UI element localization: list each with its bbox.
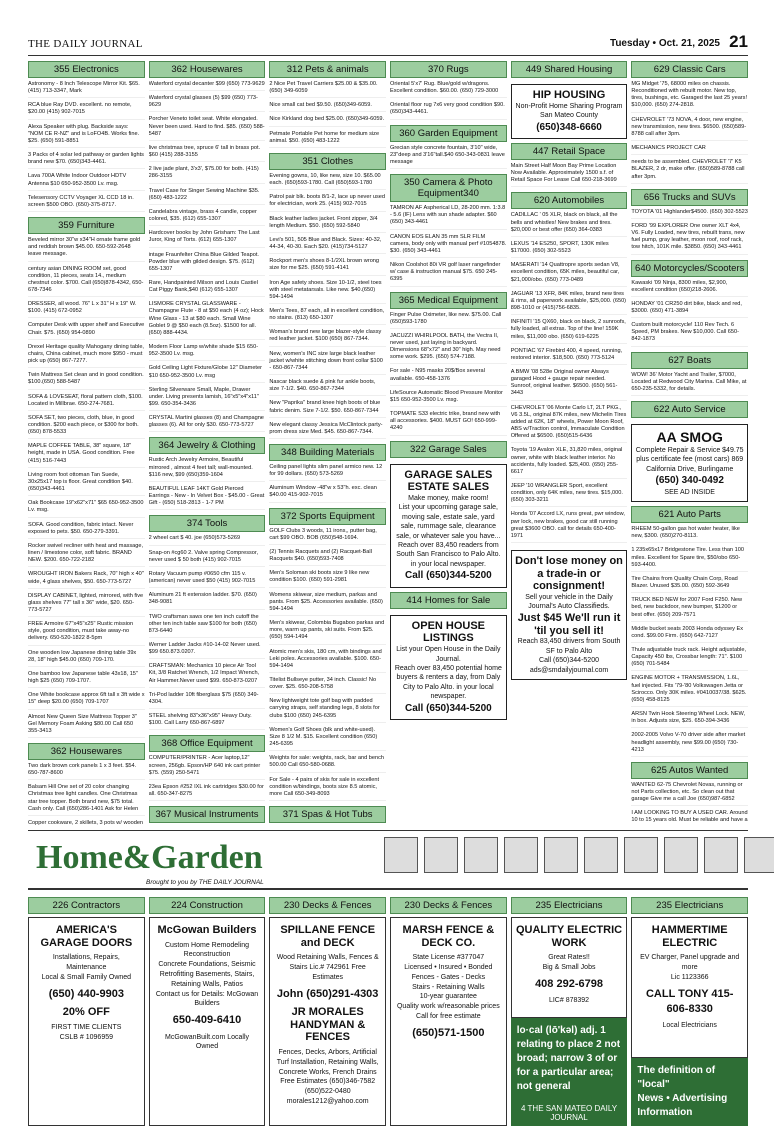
business-name: AMERICA'S GARAGE DOORS [40,924,133,949]
auto-ad-body: Sell your vehicle in the Daily Journal's Auto Classifieds. [525,594,613,611]
smog-phone: (650) 340-0492 [655,475,724,487]
classified-ad: Rotary Vacuum pump #0650 cfm 115 v. (american) never used $50 (415) 902-7015 [149,571,266,588]
ad-line: Big & Small Jobs [542,964,596,972]
directory-header: 226 Contractors [28,897,145,914]
classified-ad: Women's Golf Shoes (blk and white-used). Size 8 1/2 M. $15. Excellent condition (650) 245-6395 [269,727,386,751]
classified-column [390,60,507,825]
auto-ad-price: Just $45 We'll run it 'til you sell it! [517,611,621,637]
bulb-icon [704,837,738,873]
paper-name: THE DAILY JOURNAL [28,38,143,50]
classified-ad: Men's skiwear, Colombia Bugaboo parkas and more, warm up pants, ski suits. From $25. (650) 594-1494 [269,620,386,644]
classified-ad: Nascar black suede & pink fur ankle boots, size 7-1/2. $40. 650-867-7344 [269,379,386,396]
section-header: 640 Motorcycles/Scooters [631,260,748,277]
hip-sub: Non-Profit Home Sharing Program [515,102,623,110]
classified-ad: 2 Nice Pet Travel Carriers $25.00 & $35.00.(650) 349-6059 [269,81,386,98]
classified-ad: Honda '07 Accord LX, runs great, pwr window, pwr lock, new brakes, good car still running great $3600 OBO. call for details 650-400-1971 [511,511,628,543]
directory-ad [631,917,748,1058]
classified-ad: SOFA SET, two pieces, cloth, blue, in good condition. $200 each piece, or $300 for both. (650) 878-5533 [28,415,145,439]
classified-ad: CHEVROLET '06 Monte Carlo LT, 2LT PKG., V6 3.5L, original 87K miles, new Michelin Tires added at 62K, 18" wheels, Power Moon Roof, ABS w/Traction control, Immaculate Condition Offered at $6500. (650)515-6436 [511,405,628,444]
open-house-body: List your Open House in the Daily Journal. [396,646,501,663]
classified-ad: LISMORE CRYSTAL GLASSWARE - Champagne Flute - 8 at $50 each (4 oz); Hock Wine Glass - 13 at $80 each. Small Wine Goblet 9 @ $50 each (8.5oz). $1500 for all. (650) 888-4434. [149,301,266,340]
smog-title: AA SMOG [656,429,723,446]
business-name: QUALITY ELECTRIC WORK [515,924,623,949]
directory-column [511,896,628,1126]
trade-icons [384,837,774,873]
directory-column [28,896,145,1126]
classified-ad: Tri-Pod ladder 10ft fiberglass $75 (650) 349-4304. [149,692,266,709]
classified-ad: Twin Mattress Set clean and in good condition. $100.(650) 588-5487 [28,372,145,389]
classified-ad: Drexel Heritage quality Mahogany dining table, chairs, China cabinet, much more $950 - must pick up (650) 867-7277. [28,344,145,368]
directory-ad [511,917,628,1018]
classified-ad: Hardcover books by John Grisham: The Last Juror, King of Torts. (612) 655-1307 [149,230,266,247]
classified-ad: A BMW '08 528e Original owner Always garaged Hood + gauge repair needed. Sunroof, original leather. $6500. (650) 561-3443 [511,369,628,401]
classified-ad: Alexa Speaker with plug. Backside says: "NOM CE R-NZ" and is LoFO4B. Works fine. $25. (650) 591-8851 [28,124,145,148]
classified-ad: I AM LOOKING TO BUY A USED CAR. Around 10 to 15 years old. Must be reliable and have a [631,810,748,825]
classified-ad: Astronomy - 8 Inch Telescope Mirror Kit. $65. (415) 713-3347, Mark [28,81,145,98]
ad-line: Concrete Foundations, Seismic Retrofitting Basements, Stairs, Retaining Walls, Patios [158,961,256,988]
classified-ad: Living room foot ottoman Tan Suede, 30x25x17 top is floor. Great condition $40. (650)343-4461 [28,472,145,496]
ad-line: Installations, Repairs, Maintenance [52,954,120,972]
directory-column [269,896,386,1126]
classified-ad: Ceiling panel lights slim panel armico new. 12 for 99 dollars. (650) 573-5269 [269,464,386,481]
ad-line: State License #377047 [412,954,485,962]
home-garden-tagline: Brought to you by THE DAILY JOURNAL [146,879,264,886]
classified-ad: Weights for sale: weights, rack, bar and bench 500.00 Call 650-580-0688. [269,755,386,772]
directory-ad [269,917,386,1126]
classified-ad: JEEP '10 WRANGLER Sport, excellent condition, only 64K miles, new tires. $15,000. (650) 303-3211 [511,483,628,507]
ad-line: Quality work w/reasonable prices [396,1003,500,1011]
section-header: 364 Jewelry & Clothing [149,437,266,454]
business-name: MARSH FENCE & DECK CO. [402,924,495,949]
section-header: 312 Pets & animals [269,61,386,78]
classified-ad: New, women's INC size large black leather jacket w/white stitching down front collar $100 - 650-867-7344 [269,351,386,375]
classified-ad: (2) Tennis Racquets and (2) Racquet-Ball Racquets $40. (650)593-7408 [269,549,386,566]
classified-ad: Copper cookware, 2 skillets, 3 pots w/ wooden [28,820,145,825]
business-phone: (650)571-1500 [412,1026,485,1039]
classified-ad: Kawaski '09 Ninja, 8300 miles, $2,900, excellent condition (650)218-2606. [631,280,748,297]
auto-ad-reach: Reach 83,450 drivers from South SF to Palo Alto [517,638,621,655]
classified-ad: Custom built motorcycle! 110 Rev Tech. 6 Speed, PM brakes. New $10,000. Call 650-842-1873 [631,322,748,346]
classified-ad: LifeSource Automatic Blood Pressure Monitor $15 650-952-3500 Lv. msg. [390,390,507,407]
business-phone: (650) 440-9903 [48,987,124,1000]
classified-ad: Travel Case for Singer Sewing Machine $35. (650) 483-1222 [149,188,266,205]
classified-ad: Black leather ladies jacket. Front zipper, 3/4 length Medium. $50. (650) 592-5840 [269,216,386,233]
classified-ad: One White bookcase approx 6ft tall x 3ft wide x 15" deep $20.00 (650) 709-1707 [28,692,145,709]
hip-title: HIP HOUSING [532,89,606,101]
license: Local Electricians [662,1022,717,1030]
open-house-phone: Call (650)344-5200 [404,702,492,714]
classifieds-grid [28,60,748,825]
classified-ad: JACUZZI WHIRLPOOL BATH, the Vectra II, never used, just laying in backyard. Dimensions 68"x72" and 30" high. May need some work. $295. (650) 574-7188. [390,333,507,365]
classified-ad: 2002-2005 Volvo V-70 driver side after market headlight assembly, new $99.00 (650) 730-4213 [631,732,748,756]
plant-icon [744,837,774,873]
classified-ad: TRUCK BED NEW for 2007 Ford F250. New bed, new backdoor, new bumper, $1200 or best offer. (650) 209-7571 [631,597,748,621]
business-phone: 408 292-6798 [535,977,603,990]
classified-ad: TOYOTA '01 Highlander$4500. (650) 302-5523 [631,209,748,219]
ad-line: Call for free estimate [416,1013,481,1021]
directory-ad [149,917,266,1126]
classified-ad: Grecian style concrete fountain, 3'10" wide, 23"deep and 3'16"tall.$40 650-343-0831 leave message [390,145,507,169]
classified-ad: Woman's brand new large blazer-style classy red leather jacket. $100 (650) 867-7344. [269,329,386,346]
ad-line: Wood Retaining Walls, Fences & Stairs Lic.# 742961 Free Estimates [276,954,379,981]
classified-ad: CANON EOS ELAN 35 mm SLR FILM camera, body only with manual perf #1054878. $30. (650) 343-4461 [390,234,507,258]
classified-ad: One wooden low Japanese dining table 39x 28, 18" high $45.00 (650) 709-170. [28,650,145,667]
garage-ad-body: List your upcoming garage sale, moving sale, estate sale, yard sale, rummage sale, clearance sale, or whatever sale you have... [396,504,501,540]
classified-ad: Iron Age safety shoes. Size 10-1/2, steel toes with steel metatarsals. Like new. $40.(650) 594-1494 [269,280,386,304]
classified-ad: Beveled mirror 30"w x34"H ornate frame gold and reddish brown $45.00. 650-592-2648 leave message. [28,237,145,261]
classified-ad: Gold Ceiling Light Fixture/Globe 12" Diameter $10 650-952-3500 Lv. msg [149,365,266,382]
hip-housing-ad [511,84,628,139]
classified-ad: FREE Armoire 67"x45"x25" Rustic mission style, good condition, must take away-no delivery. 650-520-1822 8-5pm [28,621,145,645]
classified-ad: CADILLAC ' 05 XLR, black on black, all the bells and whistles! New brakes and tires. $20,000 or best offer (650) 364-0383 [511,212,628,236]
classified-ad: Atomic men's skis, 180 cm, with bindings and Leki poles. Accessories available. $100. 650-594-1494 [269,649,386,673]
license: McGowanBuilt.com Locally Owned [164,1033,250,1051]
section-header: 374 Tools [149,515,266,532]
classified-ad: MAPLE COFFEE TABLE, 38" square, 18" height, made in USA. Good condition. Free (415) 516-7443 [28,443,145,467]
directory-column [149,896,266,1126]
ad-line: Custom Home Remodeling Reconstruction [164,941,250,959]
directory-header: 230 Decks & Fences [269,897,386,914]
business-name: SPILLANE FENCE and DECK [280,924,376,949]
paint-roller-icon [464,837,498,873]
classified-ad: Rocker swivel recliner with heat and massage, linen / limestone color, soft fabric. BRAND NEW. $200. 650-722-2182 [28,543,145,567]
auto-ad-phone: Call (650)344-5200 ads@smdailyjournal.com [529,657,609,674]
business-phone: John (650)291-4303 [276,987,379,1000]
classified-ad: DISPLAY CABINET, lighted, mirrored, with five glass shelves 77" tall x 36" wide, $20. 650-773-5727 [28,593,145,617]
classified-ad: Rustic Arch Jewelry Armoire, Beautiful mirrored , almost 4 feet tall; wall-mounted. $116 new, $99 (650)359-1604 [149,457,266,481]
classified-ad: 2 wheel cart $ 40. joe (650)573-5269 [149,535,266,545]
promo-sub: FIRST TIME CLIENTS [51,1023,122,1031]
definition-box [631,1058,748,1126]
home-garden-logo: Home&Garden [36,839,263,876]
masthead [28,34,748,56]
smog-link[interactable]: SEE AD INSIDE [664,488,715,496]
house-icon [544,837,578,873]
classified-ad: DRESSER, all wood. 76" L x 31" H x 19" W. $100. (415) 672-0952 [28,301,145,318]
section-header: 372 Sports Equipment [269,508,386,525]
classified-column [28,60,145,825]
section-header: 322 Garage Sales [390,441,507,458]
classified-ad: Petmate Portable Pet home for medium size animal. $50. (650) 483-1222 [269,131,386,148]
classified-ad: WROUGHT IRON Bakers Rack, 70" high x 40" wide, 4 glass shelves, $50. 650-773-5727 [28,571,145,588]
classified-ad: Main Street Half Moon Bay Prime Location Now Available. Approximately 1500 s.f. of Retail Space For Lease Call 650-218-3699 [511,163,628,187]
directory-header: 235 Electricians [511,897,628,914]
section-header: 365 Medical Equipment [390,292,507,309]
aa-smog-ad [631,424,748,502]
classified-ad: 2 live jade plant, 3'x3', $75.00 for both. (415) 286-3155 [149,166,266,183]
section-header: 629 Classic Cars [631,61,748,78]
classified-ad: Sterling Silverware Small, Maple, Drawer under. Living presents lamish, 16"x5"x4"x11" $99. 650-354-3436 [149,387,266,411]
classified-ad: Modern Floor Lamp w/white shade $15 650-952-3500 Lv. msg. [149,344,266,361]
classified-ad: RHEEM 50-gallon gas hot water heater, like new, $300. (650)270-8113. [631,526,748,543]
classified-ad: needs to be assembled. CHEVROLET '7' K5 BLAZER, 2 dr, make offer. (650)589-8788 call after 3pm. [631,159,748,183]
ad-line: EV Charger, Panel upgrade and more [640,954,740,972]
classified-ad: live christmas tree, spruce 6' tall in brass pot. $60 (415) 288-3155 [149,145,266,162]
faucet-icon [504,837,538,873]
directory-column [631,896,748,1126]
def-title: The definition of "local" [637,1065,716,1090]
classified-ad: Two dark brown cork panels 1 x 3 feet. $54. 650-787-8600 [28,763,145,780]
classified-ad: Finger Pulse Oximeter, like new. $75.00. Call (650)593-1780 [390,312,507,329]
classified-ad: For sale - N95 masks 20$/Box several available. 650-458-1376 [390,368,507,385]
section-header: 350 Camera & Photo Equipment340 [390,174,507,202]
classified-ad: Werner Ladder Jacks #10-14-02 Never used. $99 650.873.0207. [149,642,266,659]
classified-ad: Levi's 501, 505 Blue and Black. Sizes: 40-32, 44-34, 40-30. Each $20. (415)734-5127 [269,237,386,254]
ad-line: Lic 1123366 [670,973,709,981]
classified-ad: CRAFTSMAN: Mechanics 10 piece Air Tool Kit, 3/8 Ratchet Wrench, 1/2 Impact Wrench, Air Hammer.Never used $99. 650-873-0207 [149,663,266,687]
section-header: 359 Furniture [28,217,145,234]
classified-ad: Computer Desk with upper shelf and Executive Chair. $75. (650) 954-0890 [28,322,145,339]
classified-ad: Nice Kirkland dog bed $25.00. (650)349-6059. [269,116,386,126]
classified-ad: CRYSTAL Martini glasses (8) and Champagne glasses (6). All for only $30. 650-773-5727 [149,415,266,432]
classified-ad: STEEL shelving 83"x36"x95" Heavy Duty. $100. Call Larry 650-867-6897 [149,713,266,730]
classified-ad: Rockport men's shoes 8-1/2XL brown wrong size for me $25. (650) 591-4141 [269,258,386,275]
classified-ad: TWO craftsman saws one ten inch cutoff the other ten inch table saw $100 for both (650) 873-6440 [149,614,266,638]
classified-ad: CHEVROLET '73 NOVA, 4 door, new engine, new transmission, new tires. $6500. (650)589-8788 call after 3pm. [631,117,748,141]
tub-icon [624,837,658,873]
classified-ad: HONDAY '01 CR250 dirt bike, black and red, $3000. (650) 471-3894 [631,301,748,318]
classified-ad: COMPUTER/PRINTER - Acer laptop,12" screen, 256gb. Epson/HP 640 ink cart printer $75. (559) 250-5471 [149,755,266,779]
local-definition: lo·cal (lō'kəl) adj. 1 relating to place 2 not broad; narrow 3 of or for a particular area; not general [511,1018,628,1100]
classified-ad: Middle bucket seats 2003 Honda odyssey Ex cond. $99.00 Firm. (650) 642-7127 [631,626,748,643]
classified-ad: Almost New Queen Size Mattress Topper 3" Gel Memory Foam Asking $80.00 Call 650 355-3413 [28,714,145,738]
ad-line: Fences, Decks, Arbors, Artificial Turf Installation, Retaining Walls, Concrete Works, French Drains Free Estimates (650)346-7582 (650)522-0480 morales1212@yahoo.com [276,1048,379,1105]
classified-ad: Womens skiwear, size medium, parkas and pants. From $25. Accessories available. (650) 594-1494 [269,592,386,616]
classified-ad: WANTED 62-75 Chevrolet Novas, running or not Parts collection, etc. So clean out that garage Give me a call Joe (650)987-6852 [631,782,748,806]
section-header: 351 Clothes [269,153,386,170]
classified-ad: New elegant classy Jessica McClintock party-prom dress size Med. $45. 650-867-7344. [269,422,386,439]
hammer-icon [424,837,458,873]
directory-column [390,896,507,1126]
section-header: 368 Office Equipment [149,735,266,752]
classified-ad: Candelabra vintage, brass 4 candle, copper colored, $35. (612) 655-1307 [149,209,266,226]
classified-ad: Lava 700A White Indoor Outdoor HDTV Antenna $10 650-952-3500 Lv. msg. [28,173,145,190]
classified-ad: Oriental 5'x7' Rug. Blue/gold w/dragons. Excellent condition. $60.00. (650) 729-3000 [390,81,507,98]
classified-ad: Waterford crystal glasses (5) $99 (650) 773-9629 [149,95,266,112]
classified-ad: For Sale - 4 pairs of skis for sale in excellent condition w/bindings, boots size 8.5 atomic, more Call 650-349-8093 [269,777,386,801]
garage-ad-title: GARAGE SALES ESTATE SALES [404,468,493,494]
ad-line: Local & Small Family Owned [41,973,132,981]
classified-ad: New lightweight tote golf bag with padded carrying straps, self standing legs, 8 slots for clubs $100 (650) 245-6395 [269,698,386,722]
window-icon [664,837,698,873]
classified-ad: Men's Tees, 87 each, all in excellent condition, no stains. (813) 650-1307 [269,308,386,325]
business-phone: 650-409-6410 [172,1014,242,1027]
classified-ad: century asian DINING ROOM set, good condition, 11 pieces, seats 14., medium chestnut color. $700. Call (650)878-4342, 650-678-7346 [28,266,145,298]
garage-sales-ad [390,464,507,588]
classified-ad: RCA blue Ray DVD. excellent. no remote, $20.00 (415) 902-7015 [28,102,145,119]
classified-ad: SOFA. Good condition, fabric intact. Never exposed to pets. $50. 650-279-3391. [28,522,145,539]
sink-icon [584,837,618,873]
home-garden-directory [28,896,748,1126]
classified-ad: BEAUTIFUL LEAF 14KT Gold Pierced Earrings - New - In Velvet Box - $45.00 - Great Gift - (650) 518-2813 - 1-7 PM [149,486,266,510]
business-name-2: JR MORALES HANDYMAN & FENCES [290,1006,366,1044]
classified-ad: Oak Bookcase 19"x62"x71" $65 650-952-3500 Lv. msg. [28,500,145,517]
classified-ad: LEXUS '14 ES250, SPORT, 130K miles $17000. (650) 302-5523 [511,241,628,258]
classified-ad: INFINITI '15 QX60, black on black, 2 sunroofs, fully loaded, all extras. Top of the line! 159K miles, $11,000 obo. (650) 619-6225 [511,319,628,343]
open-house-reach: Reach over 83,450 potential home buyers & renters a day, from Daly City to Palo Alto. in your local newspaper. [394,664,502,701]
section-header: 362 Housewares [149,61,266,78]
ad-line: Fences - Gates - Decks [411,973,486,981]
garage-ad-reach: Reach over 83,450 readers from South San Francisco to Palo Alto. in your local newspaper. [396,542,501,568]
section-header: 627 Boats [631,352,748,369]
section-header: 447 Retail Space [511,143,628,160]
classified-ad: Snap-on #cg60 2. Valve spring Compressor, never used $ 50 both (415) 902-7015 [149,550,266,567]
classified-ad: One bamboo low Japanese table 43x18, 15" high $25 (650) 709-1707. [28,671,145,688]
classified-ad: Nikon Coolshot 80i VR golf laser rangefinder w/ case & instruction manual $75. 650 245-6395 [390,262,507,286]
promo: 20% OFF [62,1006,110,1019]
issue-date: Tuesday • Oct. 21, 2025 [609,38,720,49]
classified-ad: Rare, Handpainted Milson and Louis Castiel Cat Piggy Bank,$40 (612) 655-1307 [149,280,266,297]
ad-line: 10-year guarantee [419,993,477,1001]
classified-ad: Aluminum Window -48"w x 53"h. exc. clean $40.00 415-902-7015 [269,485,386,502]
directory-header: 230 Decks & Fences [390,897,507,914]
directory-ad [28,917,145,1126]
license: LIC# 878392 [548,997,590,1005]
business-name: HAMMERTIME ELECTRIC [651,924,728,949]
classified-ad: Balsam Hill One set of 20 color changing Christmas tree light candles. One Christmas star tree topper. Both brand new, $75 total. Cash only. Call (650)286-1401 Ask for Helen [28,784,145,816]
classified-ad: Porcher Veneto toilet seat. White elongated. Never been used. Hard to find. $85. (650) 588-5487 [149,116,266,140]
section-header: 625 Autos Wanted [631,762,748,779]
section-header: 362 Housewares [28,743,145,760]
section-header: 414 Homes for Sale [390,592,507,609]
classified-ad: Oriental floor rug 7x6 very good condition $90. (650)343-4461. [390,102,507,119]
section-header: 371 Spas & Hot Tubs [269,806,386,823]
ad-line: Stairs - Retaining Walls [412,983,485,991]
section-header: 621 Auto Parts [631,506,748,523]
classified-ad: Patrol pair blk. boots 8/1-2, lace up never used for electrician, work 25. (415) 902-7015 [269,194,386,211]
section-header: 656 Trucks and SUVs [631,189,748,206]
classified-ad: Thule adjustable truck rack. Height adjustable, Capacity 450 lbs, Crossbar length: 71". $100 (650) 701-5484 [631,647,748,671]
section-header: 367 Musical Instruments [149,806,266,823]
section-header: 620 Automobiles [511,192,628,209]
mechanics-label: MECHANICS PROJECT CAR [631,145,748,155]
classified-ad: WOW! 36' Motor Yacht and Trailer, $7000, Located at Redwood City Marina. Call Mike, at 650-235-5332, for details. [631,372,748,396]
tools-icon [384,837,418,873]
classified-ad: Tire Chains from Quality Chain Corp, Road Blazer. Unused $35.00. (650) 592-3649 [631,576,748,593]
classified-ad: GOLF Clubs 3 woods, 11 irons,, putter bag, cart $99 OBO. BOB (650)548-1694. [269,528,386,545]
directory-header: 235 Electricians [631,897,748,914]
classified-ad: Aluminum 21 ft extension ladder. $70. (650) 348-9081 [149,592,266,609]
classified-ad: Nice small cat bed $9.50. (650)349-6059. [269,102,386,112]
hip-phone: (650)348-6660 [536,121,602,133]
auto-classifieds-ad [511,550,628,680]
page-number: 21 [729,32,748,51]
classified-ad: TOPMATE S33 electric trike, brand new with all accessories. $400. MUST GO! 650-999-4240 [390,411,507,435]
directory-header: 224 Construction [149,897,266,914]
section-header: 370 Rugs [390,61,507,78]
classified-ad: 1 235x65x17 Bridgestone Tire. Less than 100 miles. Excellent for Spare tire, $50/obo 650-593-4400. [631,547,748,571]
classified-ad: FORD '99 EXPLORER One owner XLT 4x4, V6. Fully Loaded, new tires, rebuilt trans, new fuel pump, gray leather, moon roof, roof rack, tow hitch, 101K mile. $3850. (650) 343-4461 [631,223,748,255]
local-tag: 4 THE SAN MATEO DAILY JOURNAL [511,1100,628,1126]
section-header: 355 Electronics [28,61,145,78]
section-header: 348 Building Materials [269,444,386,461]
classified-ad: Waterford crystal decanter $99 (650) 773-9629 [149,81,266,91]
classified-ad: TAMRON AF Aspherical LD, 28-200 mm. 1:3.8 - 5.6 (IF) Lens with sun shade adapter. $60 (650) 343-4461 [390,205,507,229]
def-sub: News • Advertising Information [637,1093,728,1118]
classified-ad: 3 Packs of 4 solar led pathway or garden lights brand new $70. (650)343-4461. [28,152,145,169]
smog-body: Complete Repair & Service $49.75 plus certificate fee (most cars) 869 California Drive, Burlingame [635,446,744,473]
classified-ad: New "Paprika" brand knee high boots of blue fabric denim. Size 7-1/2. $50. 650-867-7344 [269,400,386,417]
garage-ad-phone: Call (650)344-5200 [404,570,492,582]
section-header: 449 Shared Housing [511,61,628,78]
license: CSLB # 1096959 [59,1033,113,1041]
classified-column [631,60,748,825]
classified-ad: JAGUAR '13 XFR, 84K miles, brand new tires & rims, all paperwork available, $25,000. (650) 898-1010 or (415)756-6835. [511,291,628,315]
classified-ad: SOFA & LOVESEAT, floral pattern cloth, $100. Located in Millbrae. 650-274-7681. [28,394,145,411]
classified-ad: PONTIAC '67 Firebird 400, 4 speed, running, restored interior. $18,500. (650) 773-5124 [511,348,628,365]
classified-ad: Telesensory CCTV Voyager XL CCD 18 in. screen $500 OBO. (650)-375-8717. [28,195,145,212]
classified-column [149,60,266,825]
hip-county: San Mateo County [540,112,599,120]
classified-ad: MG Midget '75, 68000 miles on chassis. Reconditioned with rebuilt motor. New top, tires, bushings, etc. Garaged the last 25 years! $10,000. (650) 274-2818. [631,81,748,113]
auto-ad-title: Don't lose money on a trade-in or consignment! [515,555,623,593]
classified-ad: MASERATI '14 Quattropre sports sedan V8, excellent condition, 65K miles, beautiful car, $21,000/obo. (650) 773-0489 [511,262,628,286]
classified-ad: ENGINE MOTOR + TRANSMISSION, 1.6L, fuel injected. Fits '79-'80 Volkswagen Jetta or Scirocco. Only 30K miles. #0410037/38. $625. (650) 458-8125 [631,675,748,707]
home-garden-banner [28,830,748,890]
ad-line: Licensed • Insured • Bonded [404,964,493,972]
garage-ad-tag: Make money, make room! [408,494,489,502]
classified-ad: Men's Soloman ski boots size 9 like new condition $100. (650) 591-2981 [269,570,386,587]
ad-line: Contact us for Details: McGowan Builders [155,990,259,1008]
open-house-ad [390,615,507,720]
section-header: 360 Garden Equipment [390,125,507,142]
open-house-title: OPEN HOUSE LISTINGS [411,619,486,645]
classified-column [269,60,386,825]
business-name: McGowan Builders [157,924,257,936]
classified-ad: 23ea Epson #252 IXL ink cartridges $30.00 for all. 650-347-8275 [149,784,266,801]
classified-column [511,60,628,825]
ad-line: Great Rates!! [548,954,590,962]
section-header: 622 Auto Service [631,401,748,418]
business-phone: CALL TONY 415-606-8330 [645,987,734,1016]
classified-ad: intage Fraunfelter China Blue Gilded Teapot. Powder blue with gilded design. $75. (612) 655-1307 [149,252,266,276]
classified-ad: Evening gowns, 10, like new, size 10. $65.00 each. (650)593-1780. Call (650)593-1780 [269,173,386,190]
directory-ad [390,917,507,1126]
classified-ad: Titelist Bullseye putter, 34 inch. Classic! No cover. $25. 650-208-5758 [269,677,386,694]
classified-ad: Toyota '19 Avalon XLE, 31,820 miles, original owner, white with black leather interior. No accidents, fully loaded. $25,400. (650) 255-6617 [511,447,628,479]
classified-ad: ARSN Twin Hook Steering Wheel Lock. NEW, in box. Adjusts size, $25. 650-394-3436 [631,711,748,728]
